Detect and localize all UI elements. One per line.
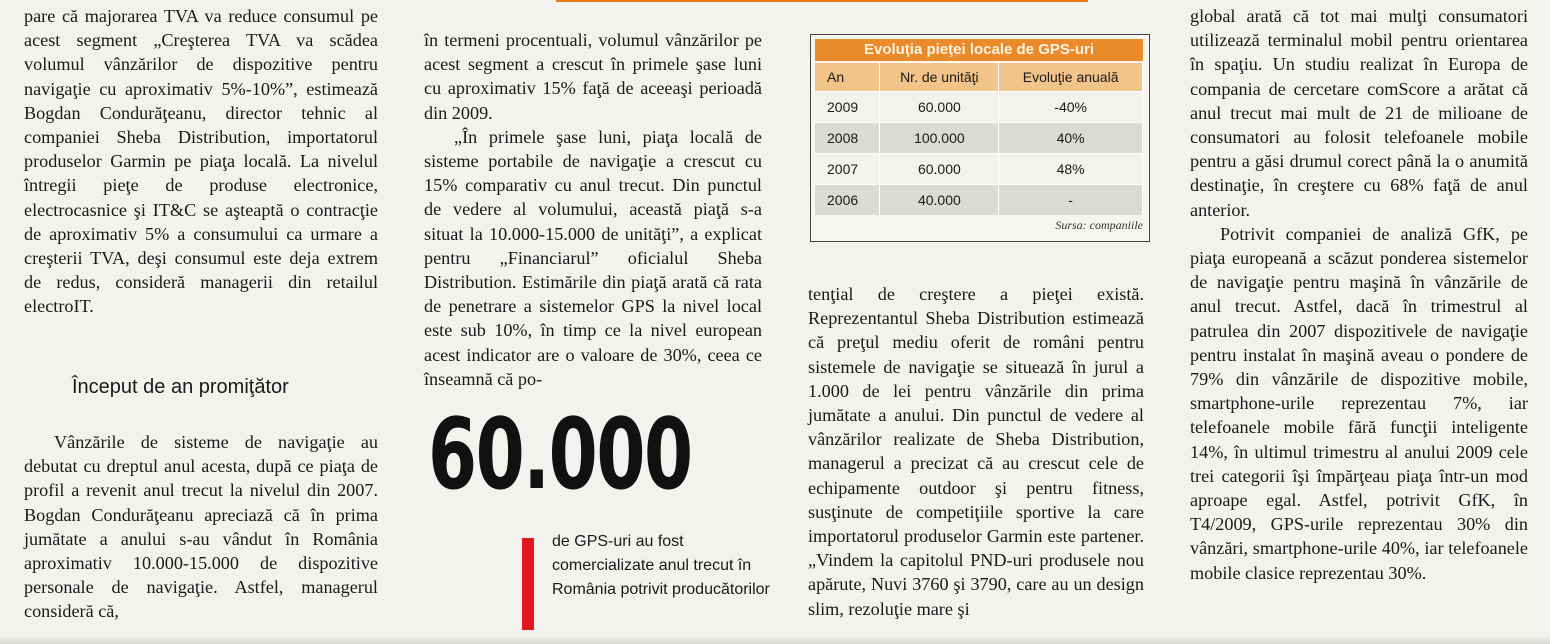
table-title: Evoluţia pieţei locale de GPS-uri <box>815 39 1143 61</box>
section-subheading: Început de an promiţător <box>72 376 289 398</box>
article-column-1-continued <box>24 430 378 624</box>
cell-year: 2008 <box>815 123 880 154</box>
table-header-row <box>815 63 1143 92</box>
article-column-1 <box>24 4 378 319</box>
cell-units: 40.000 <box>880 185 999 216</box>
cell-year: 2006 <box>815 185 880 216</box>
page-fold-shadow <box>0 636 1550 644</box>
table-row <box>815 92 1143 123</box>
cell-year: 2007 <box>815 154 880 185</box>
cell-evolution: - <box>999 185 1143 216</box>
article-column-3 <box>808 282 1144 621</box>
paragraph: Vânzările de sisteme de navigaţie au debutat cu dreptul anul acesta, după ce piaţa de profil a revenit anul trecut la nivelul din 2007. Bogdan Condurăţeanu apreciază că în prima jumătate a anului s-au vândut în România aproximativ 10.000-15.000 de dispozitive personale de navigaţie. Astfel, managerul consideră că, <box>24 432 378 622</box>
table-row <box>815 185 1143 216</box>
header-evolution: Evoluţie anuală <box>999 63 1143 92</box>
paragraph: Potrivit companiei de analiză GfK, pe piaţa europeană a scăzut ponderea sistemelor de navigaţie pentru maşină în vânzările de anul trecut. Astfel, dacă în trimestrul al patrulea din 2007 dispozitivele de navigaţie pentru instalat în maşină aveau o pondere de 79% din vânzările de dispozitive mobile, smartphone-urile reprezentau 7%, iar telefoanele mobile fără funcţii inteligente 14%, în ultimul trimestru al anului 2009 cele trei categorii îşi împărţeau piaţa într-un mod aproape egal. Astfel, potrivit GfK, în T4/2009, GPS-urile reprezentau 30% din vânzări, smartphone-urile 40%, iar telefoanele mobile clasice reprezentau 30%. <box>1190 223 1528 583</box>
highlight-accent-bar <box>522 538 534 630</box>
paragraph: pare că majorarea TVA va reduce consumul pe acest segment „Creşterea TVA va scădea volumul vânzărilor de dispozitive pentru navigaţie cu aproximativ 5%-10%”, estimează Bogdan Condurăţeanu, director tehnic al companiei Sheba Distribution, importatorul produselor Garmin pe piaţa locală. La nivelul întregii pieţe de produse electronice, electrocasnice şi IT&C se aşteaptă o contracţie de aproximativ 5% a consumului ca urmare a creşterii TVA, deşi consumul este deja extrem de redus, consideră managerii din retailul electroIT. <box>24 6 378 317</box>
cell-units: 60.000 <box>880 92 999 123</box>
gps-market-table-box <box>810 34 1150 242</box>
paragraph: „În primele şase luni, piaţa locală de sisteme portabile de navigaţie a crescut cu 15% comparativ cu anul trecut. Din punctul de vedere al volumului, această piaţă s-a situat la 10.000-15.000 de unităţi”, a explicat pentru „Financiarul” oficialul Sheba Distribution. Estimările din piaţă arată că rata de penetrare a sistemelor GPS la nivel local este sub 10%, în timp ce la nivel european acest indicator are o valoare de 30%, ceea ce înseamnă că po- <box>424 126 762 389</box>
gps-market-table <box>815 63 1143 215</box>
cell-units: 100.000 <box>880 123 999 154</box>
paragraph: tenţial de creştere a pieţei există. Reprezentantul Sheba Distribution estimează că preţul mediu oferit de români pentru sistemele de navigaţie se situează în jurul a 1.000 de lei pentru vânzările din prima jumătate a anului. Din punctul de vedere al vânzărilor realizate de Sheba Distribution, managerul a precizat că au crescut cele de echipamente outdoor şi pentru fitness, susţinute de competiţiile sportive la care importatorul produselor Garmin este partener. „Vindem la capitolul PND-uri produsele nou apărute, Nuvi 3760 şi 3790, care au un design slim, rezoluţie mare şi <box>808 284 1144 619</box>
highlight-caption: de GPS-uri au fost comercializate anul trecut în România potrivit producătorilor <box>552 533 770 598</box>
table-row <box>815 123 1143 154</box>
cell-evolution: 40% <box>999 123 1143 154</box>
paragraph: în termeni procentuali, volumul vânzărilor pe acest segment a crescut în primele şase luni cu aproximativ 15% faţă de aceeaşi perioadă din 2009. <box>424 30 762 123</box>
cell-units: 60.000 <box>880 154 999 185</box>
top-rule <box>556 0 1088 2</box>
header-year: An <box>815 63 880 92</box>
cell-evolution: -40% <box>999 92 1143 123</box>
cell-year: 2009 <box>815 92 880 123</box>
table-row <box>815 154 1143 185</box>
highlight-number: 60.000 <box>428 398 692 512</box>
cell-evolution: 48% <box>999 154 1143 185</box>
header-units: Nr. de unităţi <box>880 63 999 92</box>
table-source: Sursa: companiile <box>1055 218 1143 232</box>
article-column-4 <box>1190 4 1528 585</box>
paragraph: global arată că tot mai mulţi consumatori utilizează terminalul mobil pentru orientarea în spaţiu. Un studiu realizat în Europa de compania de cercetare comScore a arătat că anul trecut mai mult de 21 de milioane de consumatori au folosit telefoanele mobile pentru a găsi drumul corect până la o anumită destinaţie, în creştere cu 68% faţă de anul anterior. <box>1190 6 1528 220</box>
article-column-2 <box>424 28 762 391</box>
